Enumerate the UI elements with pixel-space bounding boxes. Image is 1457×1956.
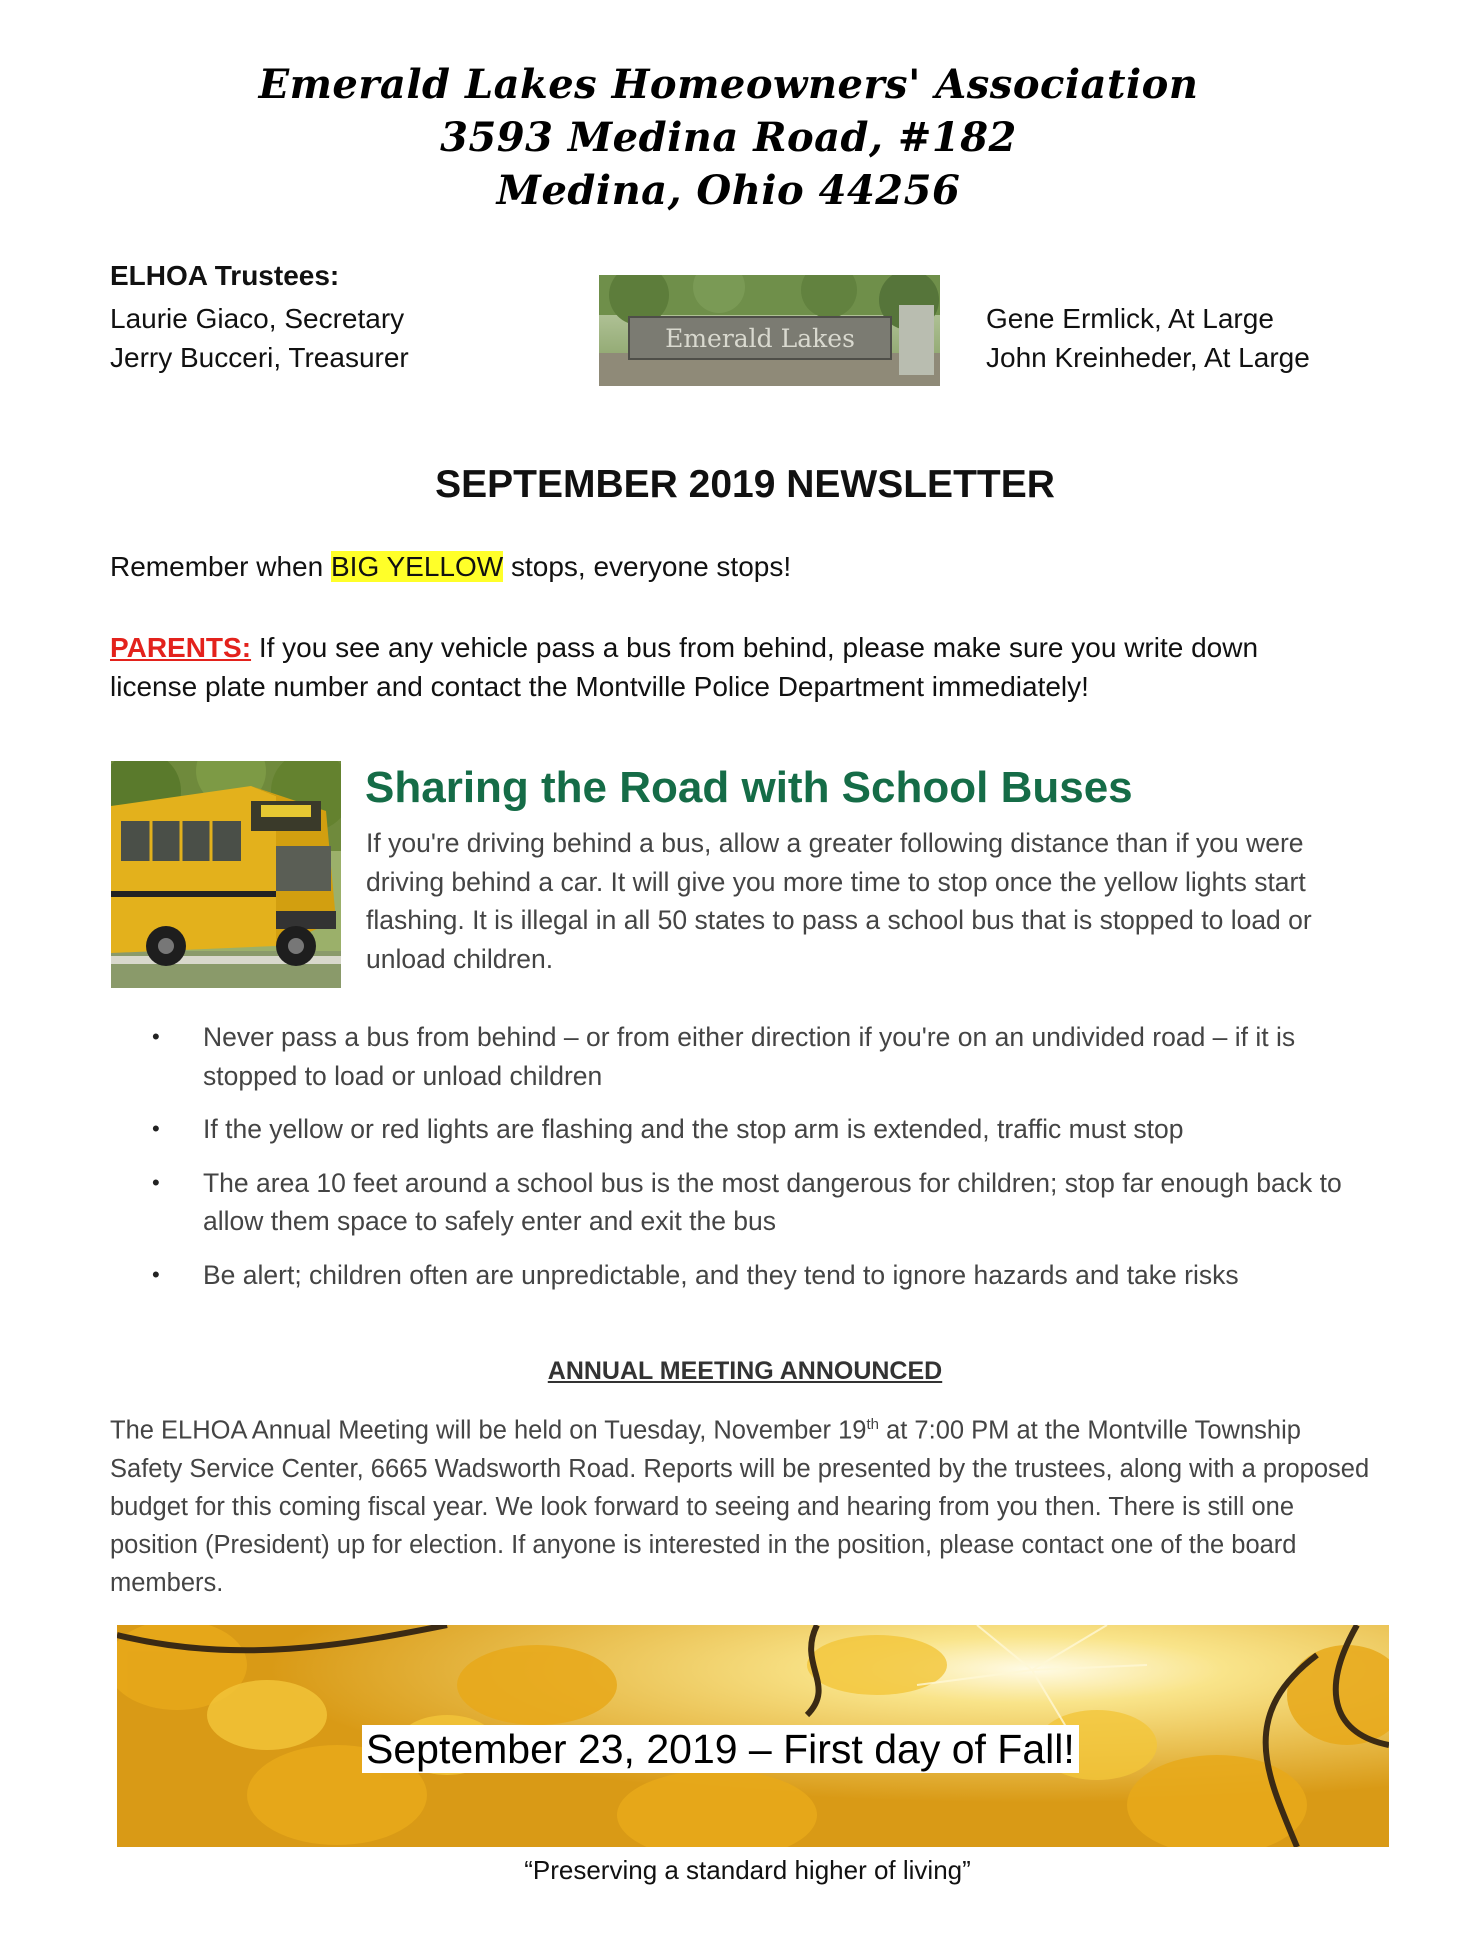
trustee-at-large-2: John Kreinheder, At Large <box>986 342 1310 373</box>
reminder-text-end: stops, everyone stops! <box>503 551 792 582</box>
annual-meeting-heading: ANNUAL MEETING ANNOUNCED <box>547 1357 943 1385</box>
association-city: Medina, Ohio 44256 <box>496 167 961 214</box>
annual-meeting-text <box>110 1406 1370 1602</box>
sign-text: Emerald Lakes <box>665 324 855 353</box>
bullet-icon: • <box>152 1261 160 1287</box>
association-name: Emerald Lakes Homeowners' Association <box>258 61 1199 108</box>
meeting-text-part1: The ELHOA Annual Meeting will be held on Tuesday, November 19 <box>110 1416 867 1445</box>
school-bus-photo <box>111 761 341 988</box>
bullet-icon: • <box>152 1024 160 1049</box>
bullet-icon: • <box>152 1116 160 1141</box>
list-item <box>111 1164 1376 1241</box>
trustees-heading: ELHOA Trustees: <box>110 260 340 291</box>
bullet-text: Be alert; children often are unpredictable, and they tend to ignore hazards and take risks <box>203 1259 1239 1290</box>
parents-text: If you see any vehicle pass a bus from behind, please make sure you write down license plate number and contact the Montville Police Department immediately! <box>110 632 1259 702</box>
list-item <box>111 1256 1376 1295</box>
bullet-text: If the yellow or red lights are flashing and the stop arm is extended, traffic must stop <box>203 1114 1184 1144</box>
meeting-text-part2: at 7:00 PM at the Montville Township Safety Service Center, 6665 Wadsworth Road. Reports will be presented by the trustees, along with a proposed budget for this coming fiscal year. We look forward to seeing and hearing from you then. There is still one position (President) up for election. If anyone is interested in the position, please contact one of the board members. <box>110 1416 1370 1597</box>
trustee-secretary: Laurie Giaco, Secretary <box>110 303 405 334</box>
bullet-icon: • <box>152 1169 160 1195</box>
reminder-text-start: Remember when <box>110 551 331 582</box>
association-address: 3593 Medina Road, #182 <box>440 114 1017 161</box>
bus-safety-intro: If you're driving behind a bus, allow a greater following distance than if you were driving behind a car. It will give you more time to stop once the yellow lights start flashing. It is illegal in all 50 states to pass a school bus that is stopped to load or unload children. <box>366 828 1312 974</box>
trustee-at-large-1: Gene Ermlick, At Large <box>986 303 1274 334</box>
first-day-of-fall-caption: September 23, 2019 – First day of Fall! <box>362 1725 1079 1773</box>
fall-banner <box>117 1625 1389 1847</box>
emerald-lakes-sign-photo <box>599 275 940 386</box>
parents-notice <box>110 628 1350 706</box>
trustee-treasurer: Jerry Bucceri, Treasurer <box>110 342 409 373</box>
bus-safety-heading: Sharing the Road with School Buses <box>365 763 1133 812</box>
bus-safety-bullets <box>111 1018 1376 1309</box>
footer-motto: “Preserving a standard higher of living” <box>524 1855 971 1885</box>
parents-label: PARENTS: <box>110 632 252 663</box>
list-item <box>111 1110 1376 1149</box>
meeting-date-suffix: th <box>866 1416 879 1433</box>
newsletter-title: SEPTEMBER 2019 NEWSLETTER <box>435 463 1055 506</box>
bullet-text: Never pass a bus from behind – or from either direction if you're on an undivided road – if it is stopped to load or unload children <box>203 1022 1296 1091</box>
bullet-text: The area 10 feet around a school bus is the most dangerous for children; stop far enough back to allow them space to safely enter and exit the bus <box>203 1167 1342 1236</box>
big-yellow-reminder <box>110 547 791 586</box>
big-yellow-highlight: BIG YELLOW <box>330 551 504 582</box>
list-item <box>111 1018 1376 1095</box>
